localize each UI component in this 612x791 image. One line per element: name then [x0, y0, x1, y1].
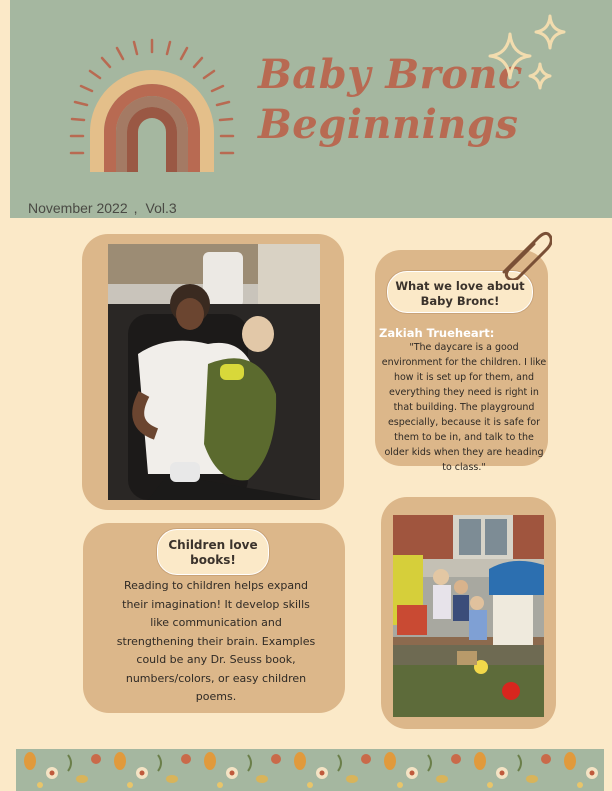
floral-pattern: [16, 749, 604, 791]
issue-separator: ,: [133, 200, 138, 216]
issue-volume: Vol.3: [145, 200, 177, 216]
books-heading-line-2: books!: [190, 553, 236, 567]
issue-line: [28, 200, 177, 216]
testimonial-quote: "The daycare is a good environment for the children. I like how it is set up for them, and everything they need is right in that building. The playground especially, because it is safe for them to be in, and talk to the older kids when they are heading to class.": [381, 342, 547, 473]
books-card: [83, 523, 345, 713]
books-heading-line-1: Children love: [168, 538, 258, 552]
books-text: Reading to children helps expand their imagination! It develop skills like communication and strengthening their brain. Examples could be any Dr. Seuss book, numbers/colors, or easy children poems.: [116, 579, 316, 703]
title-line-2: Beginnings: [258, 101, 519, 148]
teen-holding-baby-photo: [108, 244, 320, 500]
rainbow-icon: [66, 36, 238, 176]
testimonial-author: Zakiah Trueheart:: [379, 326, 495, 340]
testimonial-heading-line-2: Baby Bronc!: [420, 294, 500, 308]
sparkle-icon: [484, 14, 574, 100]
paperclip-icon: [494, 228, 552, 280]
testimonial-card: [375, 250, 548, 473]
header-banner: [10, 0, 612, 218]
photo-card-playground: [381, 497, 556, 729]
children-playground-photo: [393, 515, 544, 717]
testimonial-heading-line-1: What we love about: [395, 279, 525, 293]
floral-footer-band: [16, 749, 604, 791]
issue-month: November 2022: [28, 200, 128, 216]
photo-card-teen-baby: [82, 234, 344, 510]
books-heading: [157, 529, 269, 575]
title-line-1: Baby Bronc: [258, 51, 523, 98]
